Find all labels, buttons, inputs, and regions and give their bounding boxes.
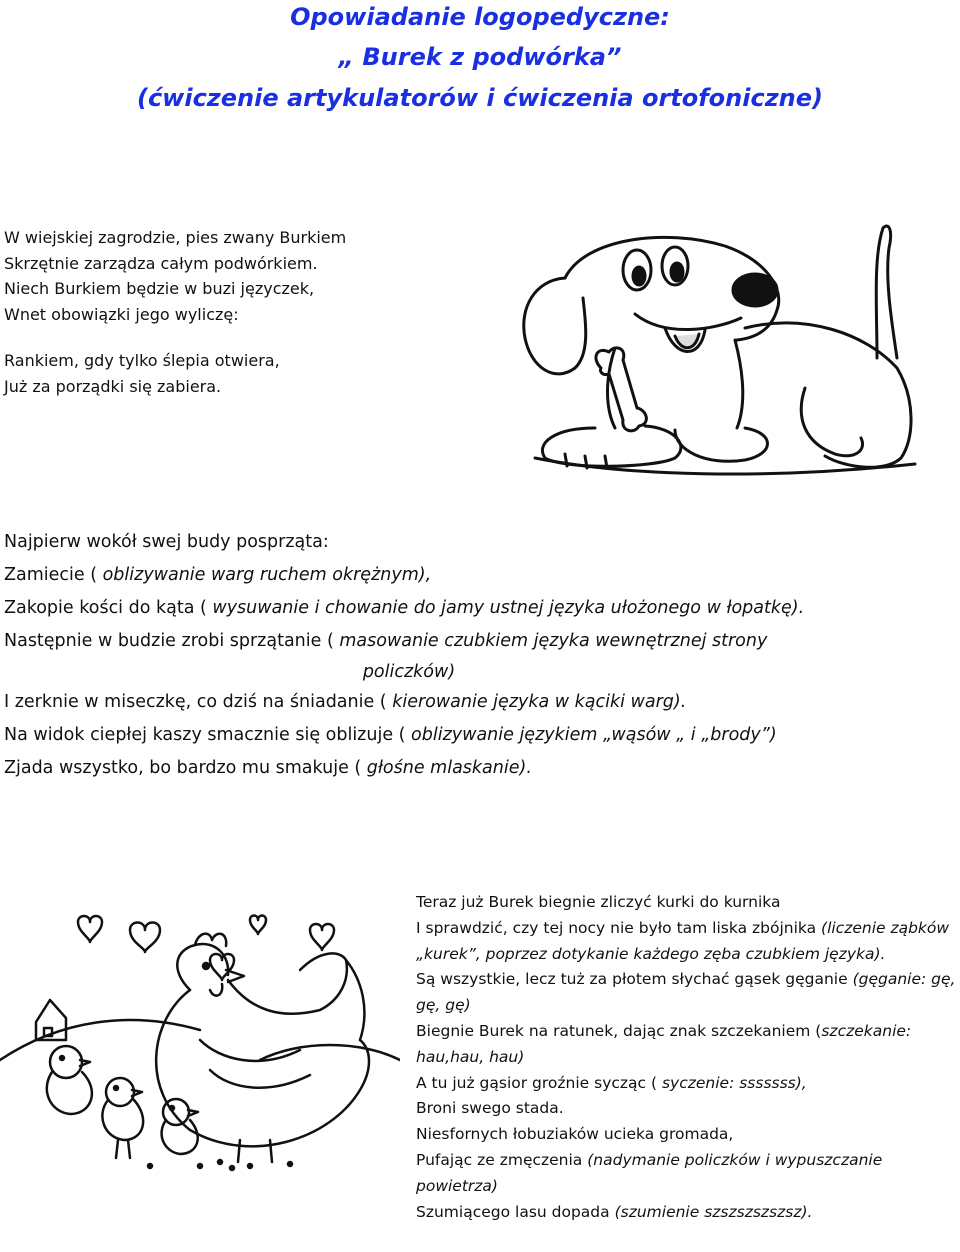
story-title: „ Burek z podwórka” — [338, 43, 622, 71]
story-line: Najpierw wokół swej budy posprząta: — [4, 532, 329, 552]
story-line: Następnie w budzie zrobi sprzątanie ( masowanie czubkiem języka wewnętrznej strony — [4, 631, 768, 651]
side-line: Są wszystkie, lecz tuż za płotem słychać gąsek gęganie (gęganie: gę, gę, gę) — [416, 970, 956, 1015]
story-line: Zamiecie ( oblizywanie warg ruchem okrężnym), — [4, 565, 432, 585]
story-text — [4, 526, 954, 785]
poem-line: Skrzętnie zarządza całym podwórkiem. — [4, 253, 318, 273]
side-line: Niesfornych łobuziaków ucieka gromada, — [416, 1125, 734, 1144]
side-story-text — [416, 890, 960, 1225]
side-line: Broni swego stada. — [416, 1099, 564, 1118]
poem-line: Rankiem, gdy tylko ślepia otwiera, — [4, 351, 280, 370]
story-line: policzków) — [362, 662, 456, 682]
side-line: A tu już gąsior groźnie sycząc ( syczenie: sssssss), — [416, 1073, 807, 1092]
story-line: I zerknie w miseczkę, co dziś na śniadanie ( kierowanie języka w kąciki warg). — [4, 692, 687, 712]
page-title: Opowiadanie logopedyczne: — [290, 3, 670, 31]
page-subtitle: (ćwiczenie artykulatorów i ćwiczenia ortofoniczne) — [136, 84, 824, 112]
side-line: Szumiącego lasu dopada (szumienie szszszszszsz). — [416, 1202, 813, 1221]
story-line: Zjada wszystko, bo bardzo mu smakuje ( głośne mlaskanie). — [4, 758, 532, 778]
poem-line: Niech Burkiem będzie w buzi języczek, — [4, 279, 315, 298]
dog-illustration — [505, 218, 955, 493]
story-line: Na widok ciepłej kaszy smacznie się oblizuje ( oblizywanie językiem „wąsów „ i „brody”) — [4, 725, 777, 745]
side-line: Teraz już Burek biegnie zliczyć kurki do kurnika — [416, 893, 781, 911]
side-line: I sprawdzić, czy tej nocy nie było tam liska zbójnika (liczenie ząbków „kurek”, poprzez dotykanie każdego zęba czubkiem języka). — [416, 918, 950, 963]
side-line: Biegnie Burek na ratunek, dając znak szczekaniem (szczekanie: hau,hau, hau) — [416, 1021, 912, 1066]
poem-line: W wiejskiej zagrodzie, pies zwany Burkiem — [4, 228, 347, 247]
side-line: Pufając ze zmęczenia (nadymanie policzków i wypuszczanie powietrza) — [416, 1150, 883, 1195]
hen-and-chicks-illustration — [0, 900, 400, 1175]
story-line: Zakopie kości do kąta ( wysuwanie i chowanie do jamy ustnej języka ułożonego w łopatkę). — [4, 598, 805, 618]
poem — [4, 225, 346, 399]
poem-line: Wnet obowiązki jego wyliczę: — [4, 304, 239, 324]
poem-line: Już za porządki się zabiera. — [4, 376, 222, 396]
